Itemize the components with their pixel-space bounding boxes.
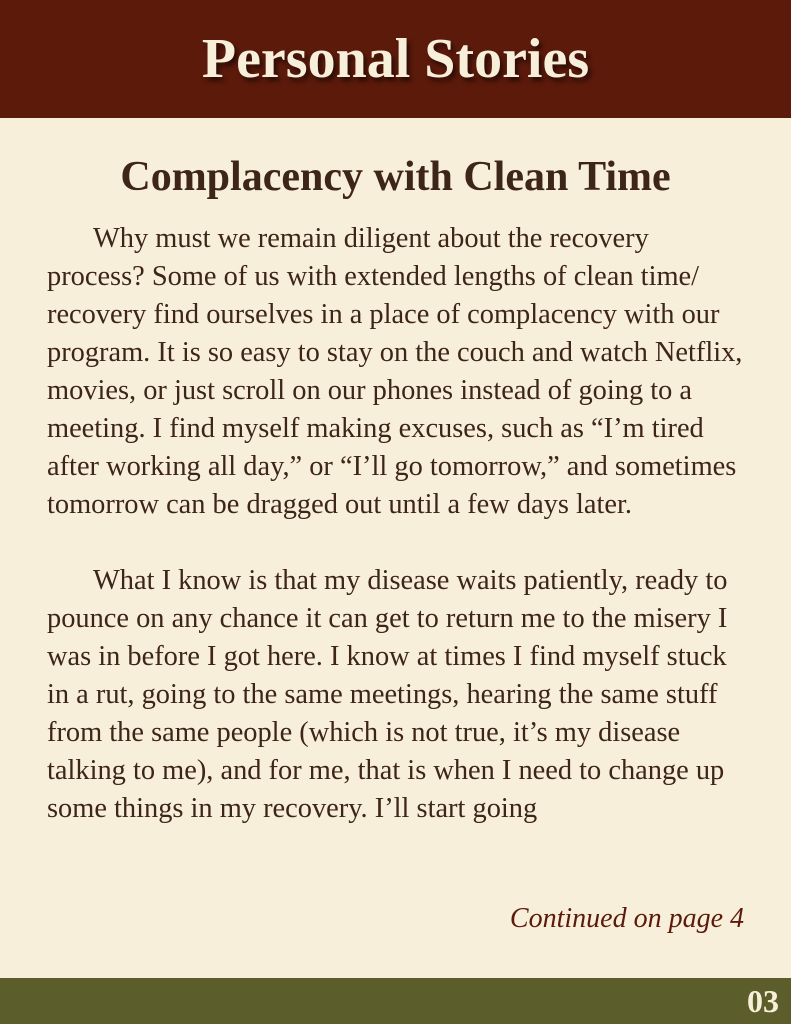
article-title: Complacency with Clean Time xyxy=(120,154,671,200)
section-title: Personal Stories xyxy=(201,28,590,90)
page-header xyxy=(0,0,791,118)
page-number: 03 xyxy=(747,983,779,1019)
paragraph-1: Why must we remain diligent about the recovery process? Some of us with extended lengths of clean time/ recovery find ourselves in a place of complacency with our program. It is so easy to stay on the couch and watch Netflix, movies, or just scroll on our phones instead of going to a meeting. I find myself making excuses, such as “I’m tired after working all day,” or “I’ll go tomorrow,” and sometimes tomorrow can be dragged out until a few days later. xyxy=(47,223,743,520)
paragraph-2: What I know is that my disease waits patiently, ready to pounce on any chance it can get to return me to the misery I was in before I got here. I know at times I find myself stuck in a rut, going to the same meetings, hearing the same stuff from the same people (which is not true, it’s my disease talking to me), and for me, that is when I need to change up some things in my recovery. I’ll start going xyxy=(47,565,728,824)
article-body xyxy=(47,220,747,828)
page-footer xyxy=(0,978,791,1024)
continued-note: Continued on page 4 xyxy=(509,903,744,934)
